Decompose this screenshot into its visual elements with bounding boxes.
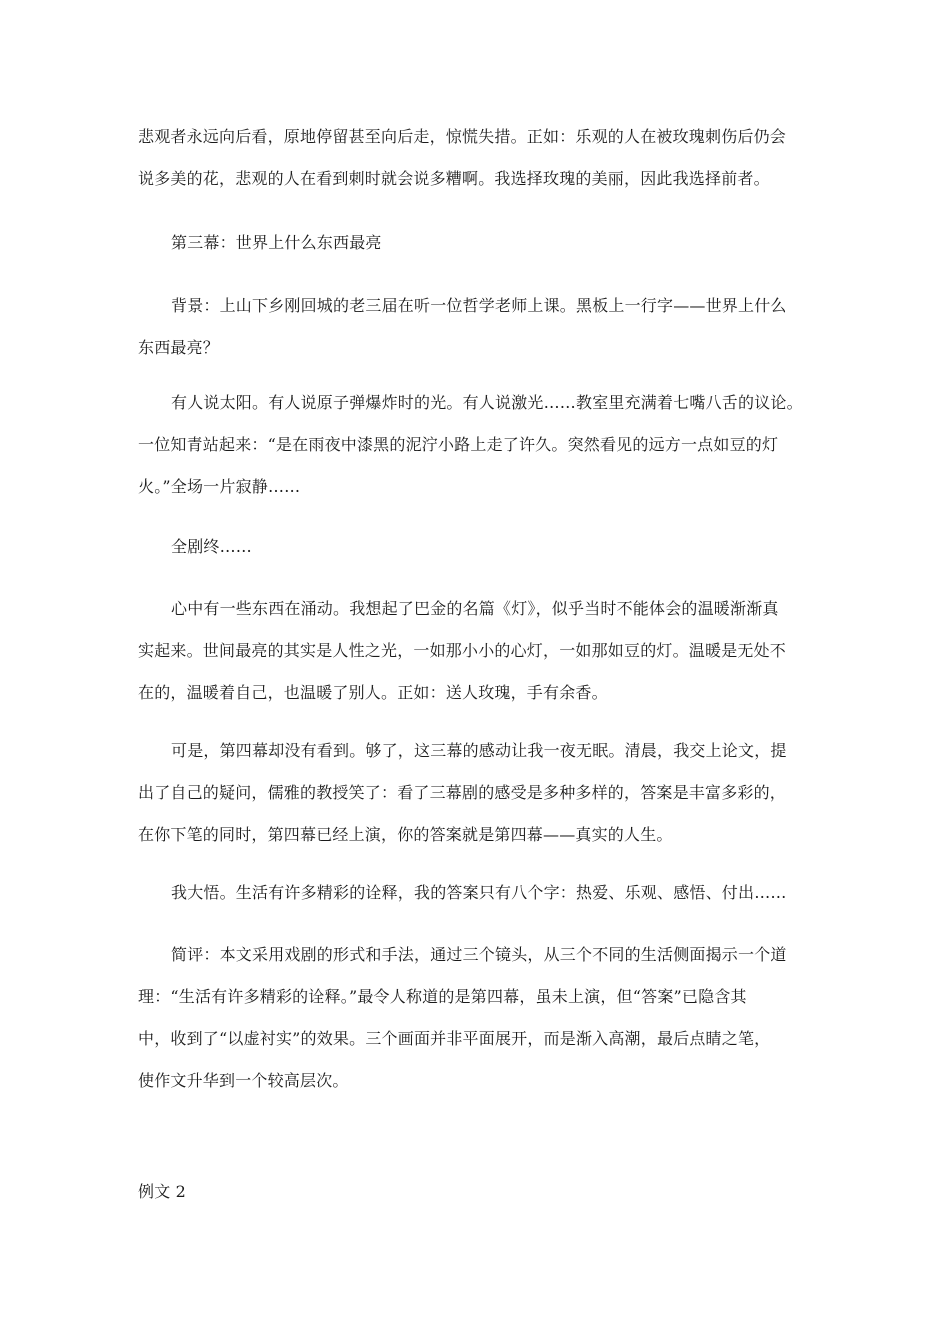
text-line: 例文 2 bbox=[138, 1182, 187, 1201]
text-line: 可是，第四幕却没有看到。够了，这三幕的感动让我一夜无眠。清晨，我交上论文，提 bbox=[171, 741, 787, 760]
text-line: 心中有一些东西在涌动。我想起了巴金的名篇《灯》，似乎当时不能体会的温暖渐渐真 bbox=[171, 599, 779, 618]
text-line: 我大悟。生活有许多精彩的诠释，我的答案只有八个字：热爱、乐观、感悟、付出…… bbox=[171, 883, 787, 902]
paragraph-enlightenment bbox=[138, 872, 818, 914]
scene-three-heading bbox=[138, 222, 818, 264]
text-line: 东西最亮？ bbox=[138, 338, 220, 357]
text-line: 第三幕：世界上什么东西最亮 bbox=[171, 233, 382, 252]
text-line: 实起来。世间最亮的其实是人性之光，一如那小小的心灯，一如那如豆的灯。温暖是无处不 bbox=[138, 641, 787, 660]
example-two-heading bbox=[138, 1171, 818, 1213]
text-line: 说多美的花，悲观的人在看到刺时就会说多糟啊。我选择玫瑰的美丽，因此我选择前者。 bbox=[138, 169, 770, 188]
text-line: 一位知青站起来：“是在雨夜中漆黑的泥泞小路上走了许久。突然看见的远方一点如豆的灯 bbox=[138, 435, 779, 454]
paragraph-commentary bbox=[138, 934, 818, 1102]
text-line: 全剧终…… bbox=[171, 537, 253, 556]
text-line: 理：“生活有许多精彩的诠释。”最令人称道的是第四幕，虽未上演，但“答案”已隐含其 bbox=[138, 987, 747, 1006]
text-line: 火。”全场一片寂静…… bbox=[138, 477, 301, 496]
text-line: 简评：本文采用戏剧的形式和手法，通过三个镜头，从三个不同的生活侧面揭示一个道 bbox=[171, 945, 787, 964]
text-line: 出了自己的疑问，儒雅的教授笑了：看了三幕剧的感受是多种多样的，答案是丰富多彩的， bbox=[138, 783, 787, 802]
paragraph-reflection bbox=[138, 588, 818, 714]
text-line: 悲观者永远向后看，原地停留甚至向后走，惊慌失措。正如：乐观的人在被玫瑰刺伤后仍会 bbox=[138, 127, 787, 146]
paragraph-fourth-act bbox=[138, 730, 818, 856]
text-line: 使作文升华到一个较高层次。 bbox=[138, 1071, 349, 1090]
paragraph-play-end bbox=[138, 526, 818, 568]
text-line: 有人说太阳。有人说原子弹爆炸时的光。有人说激光……教室里充满着七嘴八舌的议论。 bbox=[171, 393, 803, 412]
text-line: 在的，温暖着自己，也温暖了别人。正如：送人玫瑰，手有余香。 bbox=[138, 683, 608, 702]
paragraph-background bbox=[138, 285, 818, 369]
paragraph-brightest-thing bbox=[138, 382, 818, 508]
text-line: 在你下笔的同时，第四幕已经上演，你的答案就是第四幕——真实的人生。 bbox=[138, 825, 673, 844]
text-line: 背景：上山下乡刚回城的老三届在听一位哲学老师上课。黑板上一行字——世界上什么 bbox=[171, 296, 787, 315]
paragraph-pessimist-conclusion bbox=[138, 116, 818, 200]
text-line: 中，收到了“以虚衬实”的效果。三个画面并非平面展开，而是渐入高潮，最后点睛之笔， bbox=[138, 1029, 771, 1048]
